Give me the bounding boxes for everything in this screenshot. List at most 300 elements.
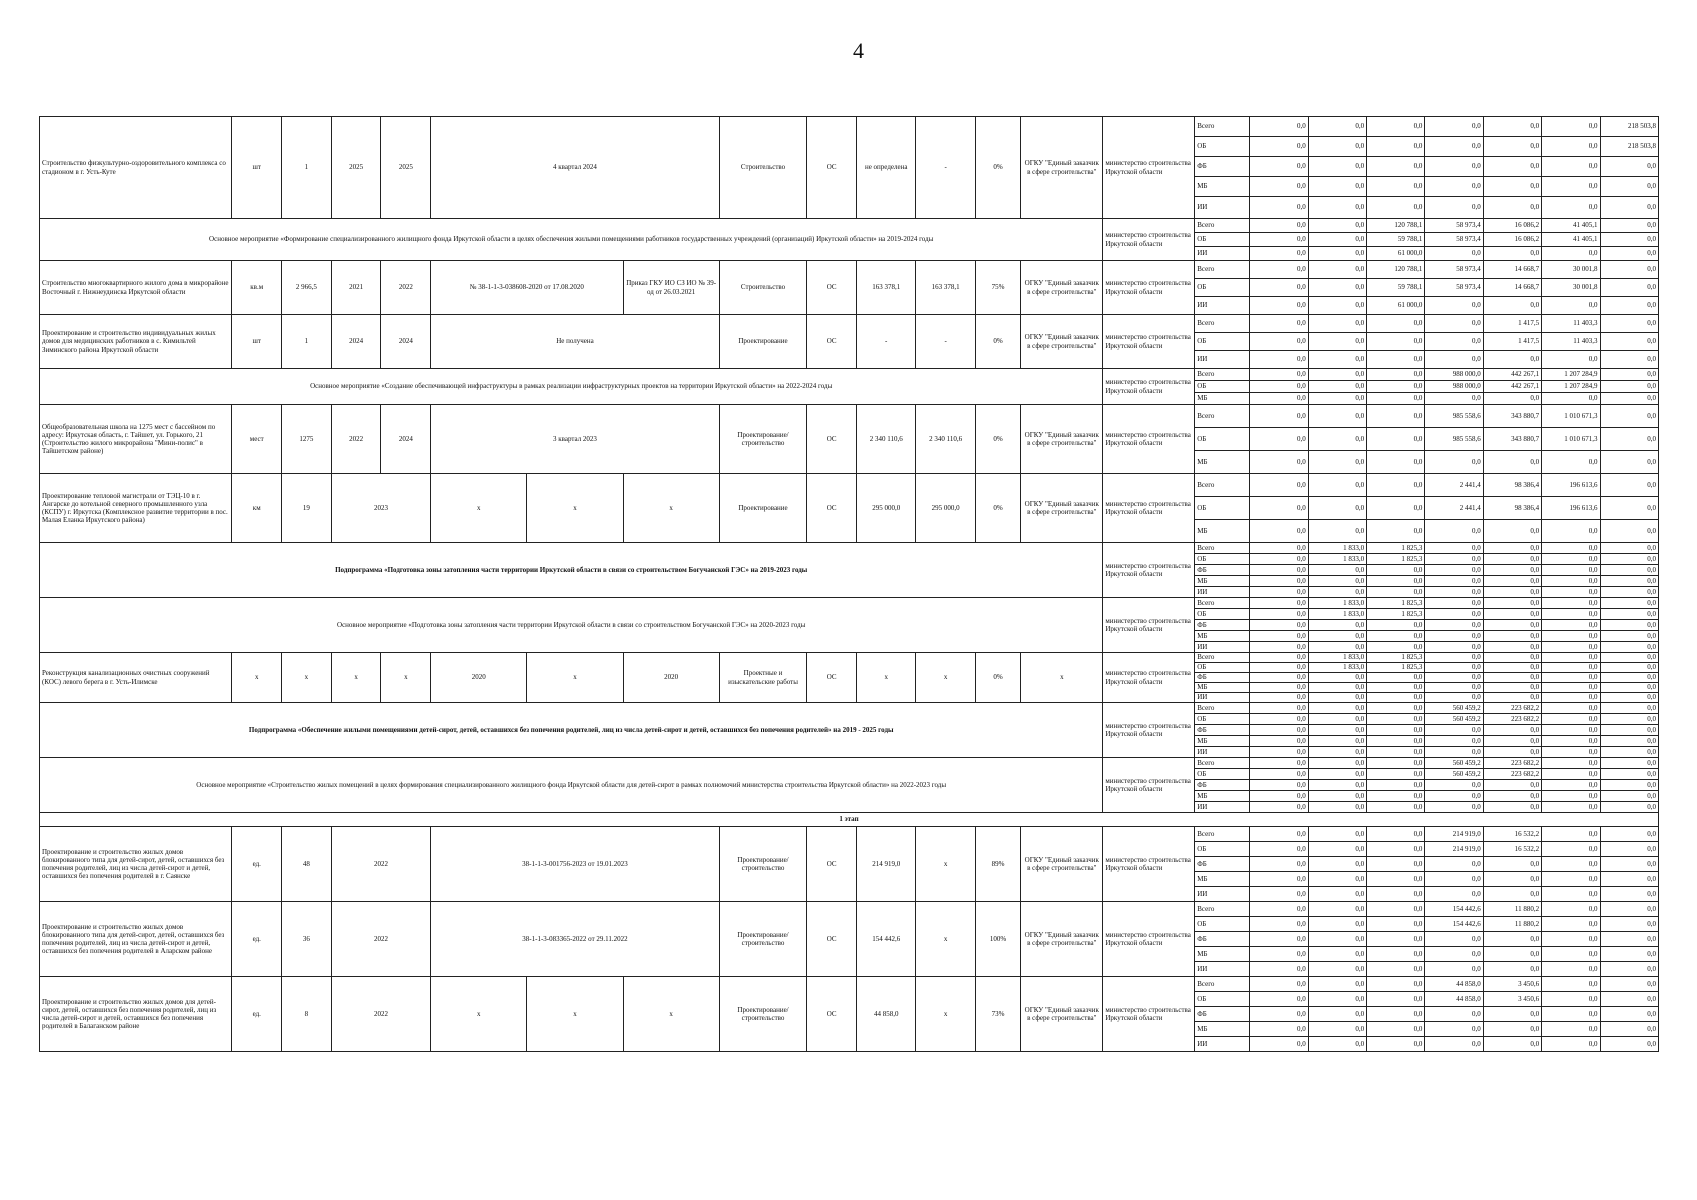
funding-amount: 98 386,4 (1483, 497, 1541, 520)
funding-amount: 0,0 (1600, 977, 1659, 992)
funding-amount: 0,0 (1600, 474, 1659, 497)
funding-amount: 0,0 (1542, 451, 1600, 474)
funding-amount: 0,0 (1367, 369, 1425, 381)
funding-amount: 0,0 (1367, 902, 1425, 917)
funding-amount: 0,0 (1542, 872, 1600, 887)
funding-amount: 0,0 (1367, 451, 1425, 474)
funding-amount: 0,0 (1542, 1037, 1600, 1052)
funding-amount: 0,0 (1367, 177, 1425, 197)
funding-source-label: ИИ (1195, 747, 1250, 758)
funding-amount: 0,0 (1600, 297, 1659, 315)
funding-amount: 0,0 (1250, 451, 1308, 474)
funding-amount: 0,0 (1308, 117, 1366, 137)
object-attribute: ОС (807, 405, 857, 474)
funding-amount: 0,0 (1483, 791, 1541, 802)
object-attribute: ОС (807, 653, 857, 703)
funding-amount: 0,0 (1308, 673, 1366, 683)
funding-amount: 0,0 (1367, 947, 1425, 962)
funding-source-label: МБ (1195, 872, 1250, 887)
funding-source-label: МБ (1195, 631, 1250, 642)
funding-amount: 0,0 (1483, 673, 1541, 683)
stage-label: 1 этап (40, 813, 1659, 827)
funding-amount: 0,0 (1542, 543, 1600, 554)
funding-amount: 0,0 (1308, 769, 1366, 780)
funding-amount: 0,0 (1542, 703, 1600, 714)
funding-amount: 0,0 (1308, 474, 1366, 497)
object-attribute: - (856, 315, 915, 369)
funding-amount: 0,0 (1483, 351, 1541, 369)
funding-amount: 0,0 (1425, 565, 1483, 576)
funding-amount: 0,0 (1483, 642, 1541, 653)
object-attribute: 0% (975, 474, 1020, 543)
object-attribute: х (331, 653, 381, 703)
funding-amount: 120 788,1 (1367, 261, 1425, 279)
funding-amount: 1 825,3 (1367, 609, 1425, 620)
funding-amount: 0,0 (1600, 663, 1659, 673)
funding-amount: 0,0 (1308, 233, 1366, 247)
funding-amount: 0,0 (1250, 157, 1308, 177)
funding-amount: 120 788,1 (1367, 219, 1425, 233)
funding-amount: 0,0 (1367, 683, 1425, 693)
funding-amount: 214 919,0 (1425, 827, 1483, 842)
main-activity-title: Основное мероприятие «Строительство жилых помещений в целях формирования специализированного жилищного фонда Иркутской области для детей-сирот в рамках полномочий министерства строительства Иркутской области» на 2022-2023 годы (40, 758, 1103, 813)
funding-amount: 0,0 (1483, 683, 1541, 693)
funding-amount: 0,0 (1542, 393, 1600, 405)
funding-amount: 16 532,2 (1483, 842, 1541, 857)
funding-source-label: ОБ (1195, 714, 1250, 725)
object-name: Проектирование тепловой магистрали от ТЭЦ-10 в г. Ангарске до котельной северного промышленного узла (КСПУ) г. Иркутска (Комплексное развитие территории в пос. Малая Еланка Иркутского района) (40, 474, 232, 543)
funding-amount: 0,0 (1250, 631, 1308, 642)
funding-amount: 0,0 (1425, 663, 1483, 673)
funding-amount: 0,0 (1542, 177, 1600, 197)
funding-amount: 0,0 (1250, 758, 1308, 769)
funding-source-label: МБ (1195, 576, 1250, 587)
object-attribute: х (431, 474, 527, 543)
funding-amount: 0,0 (1483, 653, 1541, 663)
funding-source-label: ОБ (1195, 769, 1250, 780)
funding-source-label: ФБ (1195, 620, 1250, 631)
funding-amount: 0,0 (1483, 609, 1541, 620)
funding-amount: 41 405,1 (1542, 219, 1600, 233)
funding-amount: 0,0 (1600, 177, 1659, 197)
funding-amount: 0,0 (1308, 791, 1366, 802)
funding-amount: 58 973,4 (1425, 279, 1483, 297)
funding-amount: 0,0 (1542, 842, 1600, 857)
object-attribute: 2024 (381, 405, 431, 474)
funding-amount: 218 503,8 (1600, 117, 1659, 137)
object-attribute: 214 919,0 (856, 827, 915, 902)
funding-amount: 1 833,0 (1308, 653, 1366, 663)
table-row (40, 117, 1659, 137)
funding-source-label: ФБ (1195, 725, 1250, 736)
funding-amount: 0,0 (1308, 369, 1366, 381)
object-attribute: х (916, 902, 975, 977)
funding-amount: 0,0 (1542, 653, 1600, 663)
object-name: Общеобразовательная школа на 1275 мест с бассейном по адресу: Иркутская область, г. Тайшет, ул. Горького, 21 (Строительство жилого микрорайона "Мини-полис" в Тайшетском районе) (40, 405, 232, 474)
subprogram-title: Подпрограмма «Подготовка зоны затопления части территории Иркутской области в связи со строительством Богучанской ГЭС» на 2019-2023 годы (40, 543, 1103, 598)
funding-amount: 0,0 (1542, 992, 1600, 1007)
funding-amount: 0,0 (1425, 683, 1483, 693)
funding-amount: 0,0 (1600, 609, 1659, 620)
funding-amount: 0,0 (1367, 857, 1425, 872)
object-attribute: х (623, 474, 719, 543)
funding-amount: 0,0 (1308, 631, 1366, 642)
funding-amount: 0,0 (1250, 598, 1308, 609)
funding-amount: 0,0 (1425, 631, 1483, 642)
funding-amount: 0,0 (1308, 428, 1366, 451)
funding-amount: 0,0 (1600, 653, 1659, 663)
funding-amount: 0,0 (1542, 962, 1600, 977)
funding-amount: 0,0 (1250, 1037, 1308, 1052)
funding-amount: 0,0 (1483, 780, 1541, 791)
object-attribute: Проектирование (719, 474, 807, 543)
funding-amount: 1 417,5 (1483, 333, 1541, 351)
funding-amount: 0,0 (1367, 747, 1425, 758)
funding-amount: 0,0 (1250, 554, 1308, 565)
funding-amount: 0,0 (1367, 703, 1425, 714)
funding-source-label: ИИ (1195, 351, 1250, 369)
funding-amount: 343 880,7 (1483, 428, 1541, 451)
funding-amount: 1 833,0 (1308, 663, 1366, 673)
funding-amount: 985 558,6 (1425, 428, 1483, 451)
funding-amount: 988 000,0 (1425, 381, 1483, 393)
funding-source-label: ОБ (1195, 917, 1250, 932)
funding-amount: 0,0 (1250, 842, 1308, 857)
funding-amount: 0,0 (1308, 451, 1366, 474)
object-attribute: не определена (856, 117, 915, 219)
funding-amount: 0,0 (1250, 769, 1308, 780)
object-attribute: х (527, 977, 623, 1052)
table-row (40, 369, 1659, 381)
funding-source-label: ОБ (1195, 428, 1250, 451)
funding-amount: 0,0 (1542, 673, 1600, 683)
funding-amount: 0,0 (1425, 451, 1483, 474)
funding-amount: 0,0 (1600, 917, 1659, 932)
funding-amount: 0,0 (1367, 565, 1425, 576)
responsible-ministry: министерство строительства Иркутской области (1103, 369, 1195, 405)
funding-amount: 0,0 (1250, 333, 1308, 351)
funding-amount: 0,0 (1367, 333, 1425, 351)
funding-amount: 0,0 (1308, 381, 1366, 393)
funding-amount: 2 441,4 (1425, 497, 1483, 520)
funding-amount: 0,0 (1600, 1007, 1659, 1022)
funding-amount: 343 880,7 (1483, 405, 1541, 428)
funding-amount: 0,0 (1600, 598, 1659, 609)
table-row (40, 902, 1659, 917)
funding-amount: 223 682,2 (1483, 769, 1541, 780)
funding-amount: 0,0 (1425, 872, 1483, 887)
funding-amount: 16 086,2 (1483, 233, 1541, 247)
funding-amount: 0,0 (1600, 962, 1659, 977)
funding-amount: 0,0 (1425, 333, 1483, 351)
funding-source-label: ФБ (1195, 857, 1250, 872)
funding-amount: 0,0 (1367, 620, 1425, 631)
funding-amount: 0,0 (1483, 802, 1541, 813)
funding-amount: 0,0 (1250, 857, 1308, 872)
funding-amount: 0,0 (1250, 381, 1308, 393)
funding-amount: 0,0 (1542, 1022, 1600, 1037)
main-activity-title: Основное мероприятие «Создание обеспечивающей инфраструктуры в рамках реализации инфраструктурных проектов на территории Иркутской области» на 2022-2024 годы (40, 369, 1103, 405)
funding-amount: 0,0 (1542, 663, 1600, 673)
funding-source-label: ОБ (1195, 279, 1250, 297)
object-attribute: ед. (232, 827, 282, 902)
funding-amount: 0,0 (1483, 451, 1541, 474)
responsible-ministry: министерство строительства Иркутской области (1103, 653, 1195, 703)
funding-amount: 0,0 (1542, 1007, 1600, 1022)
stage-row (40, 813, 1659, 827)
funding-amount: 0,0 (1250, 703, 1308, 714)
funding-amount: 0,0 (1367, 693, 1425, 703)
funding-amount: 0,0 (1425, 157, 1483, 177)
responsible-ministry: министерство строительства Иркутской области (1103, 261, 1195, 315)
funding-amount: 0,0 (1308, 393, 1366, 405)
funding-amount: 0,0 (1483, 1037, 1541, 1052)
funding-source-label: ФБ (1195, 565, 1250, 576)
object-name: Реконструкция канализационных очистных сооружений (КОС) левого берега в г. Усть-Илимске (40, 653, 232, 703)
funding-amount: 0,0 (1367, 725, 1425, 736)
funding-amount: 0,0 (1483, 587, 1541, 598)
table-row (40, 827, 1659, 842)
funding-amount: 0,0 (1542, 117, 1600, 137)
funding-source-label: ОБ (1195, 842, 1250, 857)
funding-amount: 0,0 (1425, 947, 1483, 962)
funding-amount: 0,0 (1367, 474, 1425, 497)
funding-amount: 0,0 (1600, 520, 1659, 543)
responsible-ministry: министерство строительства Иркутской области (1103, 977, 1195, 1052)
funding-amount: 0,0 (1425, 791, 1483, 802)
funding-amount: 0,0 (1367, 197, 1425, 219)
funding-amount: 0,0 (1367, 992, 1425, 1007)
object-attribute: 36 (282, 902, 332, 977)
funding-amount: 560 459,2 (1425, 714, 1483, 725)
funding-amount: 0,0 (1600, 261, 1659, 279)
funding-amount: 0,0 (1308, 157, 1366, 177)
responsible-ministry: министерство строительства Иркутской области (1103, 543, 1195, 598)
funding-amount: 0,0 (1367, 714, 1425, 725)
object-attribute: 154 442,6 (856, 902, 915, 977)
funding-amount: 0,0 (1367, 351, 1425, 369)
funding-amount: 44 858,0 (1425, 977, 1483, 992)
funding-amount: 0,0 (1600, 780, 1659, 791)
funding-amount: 0,0 (1600, 747, 1659, 758)
funding-amount: 0,0 (1250, 714, 1308, 725)
object-attribute: х (431, 977, 527, 1052)
funding-amount: 0,0 (1542, 932, 1600, 947)
funding-amount: 0,0 (1600, 1022, 1659, 1037)
subprogram-title: Подпрограмма «Обеспечение жилыми помещениями детей-сирот, детей, оставшихся без попечения родителей, лиц из числа детей-сирот и детей, оставшихся без попечения родителей» на 2019 - 2025 годы (40, 703, 1103, 758)
funding-amount: 61 000,0 (1367, 247, 1425, 261)
funding-amount: 0,0 (1425, 297, 1483, 315)
funding-amount: 0,0 (1250, 315, 1308, 333)
funding-amount: 0,0 (1483, 393, 1541, 405)
funding-amount: 0,0 (1250, 297, 1308, 315)
funding-amount: 0,0 (1483, 962, 1541, 977)
funding-amount: 0,0 (1250, 887, 1308, 902)
funding-amount: 0,0 (1308, 992, 1366, 1007)
funding-amount: 0,0 (1483, 736, 1541, 747)
funding-amount: 0,0 (1542, 857, 1600, 872)
funding-amount: 0,0 (1600, 451, 1659, 474)
funding-amount: 0,0 (1542, 758, 1600, 769)
funding-amount: 0,0 (1308, 297, 1366, 315)
funding-source-label: ОБ (1195, 663, 1250, 673)
object-attribute: 2 966,5 (282, 261, 332, 315)
funding-amount: 0,0 (1367, 791, 1425, 802)
funding-amount: 0,0 (1542, 609, 1600, 620)
object-attribute: х (282, 653, 332, 703)
funding-amount: 14 668,7 (1483, 261, 1541, 279)
funding-amount: 0,0 (1367, 1007, 1425, 1022)
funding-source-label: Всего (1195, 902, 1250, 917)
funding-amount: 41 405,1 (1542, 233, 1600, 247)
funding-amount: 223 682,2 (1483, 703, 1541, 714)
funding-amount: 0,0 (1425, 609, 1483, 620)
funding-amount: 0,0 (1542, 780, 1600, 791)
object-attribute: 2025 (381, 117, 431, 219)
funding-amount: 0,0 (1542, 297, 1600, 315)
funding-amount: 0,0 (1483, 598, 1541, 609)
funding-amount: 0,0 (1367, 631, 1425, 642)
table-row (40, 758, 1659, 769)
object-attribute: 0% (975, 653, 1020, 703)
funding-amount: 11 403,3 (1542, 315, 1600, 333)
funding-amount: 0,0 (1250, 747, 1308, 758)
funding-amount: 0,0 (1542, 137, 1600, 157)
funding-amount: 0,0 (1308, 887, 1366, 902)
funding-source-label: Всего (1195, 405, 1250, 428)
funding-amount: 0,0 (1600, 932, 1659, 947)
table-row (40, 405, 1659, 428)
funding-amount: 0,0 (1308, 693, 1366, 703)
funding-source-label: ИИ (1195, 693, 1250, 703)
funding-source-label: ОБ (1195, 137, 1250, 157)
object-attribute: Строительство (719, 117, 807, 219)
funding-amount: 0,0 (1542, 620, 1600, 631)
funding-amount: 0,0 (1600, 693, 1659, 703)
funding-amount: 0,0 (1542, 769, 1600, 780)
funding-amount: 0,0 (1542, 197, 1600, 219)
funding-amount: 0,0 (1483, 725, 1541, 736)
funding-amount: 0,0 (1425, 197, 1483, 219)
expertise-date: 38-1-1-3-001756-2023 от 19.01.2023 (431, 827, 720, 902)
funding-amount: 0,0 (1250, 947, 1308, 962)
object-attribute: ОС (807, 117, 857, 219)
funding-amount: 0,0 (1425, 117, 1483, 137)
funding-amount: 0,0 (1542, 902, 1600, 917)
funding-source-label: ИИ (1195, 197, 1250, 219)
funding-amount: 0,0 (1425, 673, 1483, 683)
funding-amount: 0,0 (1250, 902, 1308, 917)
funding-amount: 0,0 (1308, 1037, 1366, 1052)
funding-source-label: Всего (1195, 474, 1250, 497)
funding-amount: 0,0 (1367, 576, 1425, 587)
funding-amount: 0,0 (1308, 261, 1366, 279)
funding-amount: 0,0 (1542, 554, 1600, 565)
funding-amount: 0,0 (1308, 565, 1366, 576)
funding-amount: 0,0 (1367, 381, 1425, 393)
funding-amount: 0,0 (1250, 369, 1308, 381)
funding-amount: 0,0 (1542, 725, 1600, 736)
object-attribute: 2022 (331, 405, 381, 474)
funding-amount: 0,0 (1367, 917, 1425, 932)
funding-amount: 0,0 (1250, 653, 1308, 663)
funding-amount: 0,0 (1600, 381, 1659, 393)
funding-amount: 0,0 (1483, 197, 1541, 219)
table-row (40, 474, 1659, 497)
funding-amount: 0,0 (1308, 620, 1366, 631)
funding-amount: 0,0 (1250, 992, 1308, 1007)
funding-amount: 1 833,0 (1308, 598, 1366, 609)
funding-amount: 0,0 (1250, 693, 1308, 703)
funding-amount: 0,0 (1250, 587, 1308, 598)
funding-amount: 0,0 (1367, 769, 1425, 780)
funding-source-label: ИИ (1195, 802, 1250, 813)
funding-amount: 223 682,2 (1483, 758, 1541, 769)
funding-amount: 0,0 (1425, 137, 1483, 157)
funding-amount: 0,0 (1250, 197, 1308, 219)
funding-amount: 0,0 (1367, 117, 1425, 137)
funding-amount: 0,0 (1542, 598, 1600, 609)
funding-amount: 0,0 (1367, 827, 1425, 842)
object-attribute: 2025 (331, 117, 381, 219)
object-attribute: 100% (975, 902, 1020, 977)
object-attribute: 1275 (282, 405, 332, 474)
funding-amount: 0,0 (1425, 857, 1483, 872)
object-attribute: ОГКУ "Единый заказчик в сфере строительства" (1021, 902, 1103, 977)
object-attribute: 1 (282, 117, 332, 219)
object-attribute: 2021 (331, 261, 381, 315)
funding-amount: 0,0 (1367, 315, 1425, 333)
funding-amount: 196 613,6 (1542, 497, 1600, 520)
funding-amount: 0,0 (1367, 137, 1425, 157)
funding-amount: 0,0 (1250, 791, 1308, 802)
table-row (40, 261, 1659, 279)
funding-amount: 0,0 (1250, 609, 1308, 620)
funding-source-label: Всего (1195, 543, 1250, 554)
funding-source-label: Всего (1195, 369, 1250, 381)
object-attribute: ОС (807, 977, 857, 1052)
expertise-date: 38-1-1-3-083365-2022 от 29.11.2022 (431, 902, 720, 977)
permit-order: Приказ ГКУ ИО СЗ ИО № 39-од от 26.03.2021 (623, 261, 719, 315)
funding-amount: 0,0 (1250, 932, 1308, 947)
object-name: Проектирование и строительство индивидуальных жилых домов для медицинских работников в с. Кимильтей Зиминского района Иркутской области (40, 315, 232, 369)
funding-source-label: ИИ (1195, 297, 1250, 315)
expertise-date: 3 квартал 2023 (431, 405, 720, 474)
object-attribute: 44 858,0 (856, 977, 915, 1052)
funding-amount: 0,0 (1308, 703, 1366, 714)
object-attribute: 0% (975, 405, 1020, 474)
funding-amount: 3 450,6 (1483, 992, 1541, 1007)
page-number: 4 (853, 38, 864, 63)
funding-amount: 1 010 671,3 (1542, 405, 1600, 428)
funding-amount: 0,0 (1425, 1037, 1483, 1052)
object-attribute: - (916, 315, 975, 369)
funding-amount: 0,0 (1600, 736, 1659, 747)
funding-source-label: МБ (1195, 520, 1250, 543)
object-attribute: Проектирование/строительство (719, 977, 807, 1052)
funding-amount: 0,0 (1600, 219, 1659, 233)
funding-amount: 0,0 (1308, 520, 1366, 543)
funding-amount: 0,0 (1367, 802, 1425, 813)
funding-amount: 0,0 (1425, 247, 1483, 261)
funding-amount: 0,0 (1308, 977, 1366, 992)
object-attribute: х (1021, 653, 1103, 703)
funding-amount: 0,0 (1250, 393, 1308, 405)
funding-amount: 98 386,4 (1483, 474, 1541, 497)
funding-amount: 11 403,3 (1542, 333, 1600, 351)
funding-amount: 0,0 (1367, 587, 1425, 598)
funding-amount: 0,0 (1600, 992, 1659, 1007)
